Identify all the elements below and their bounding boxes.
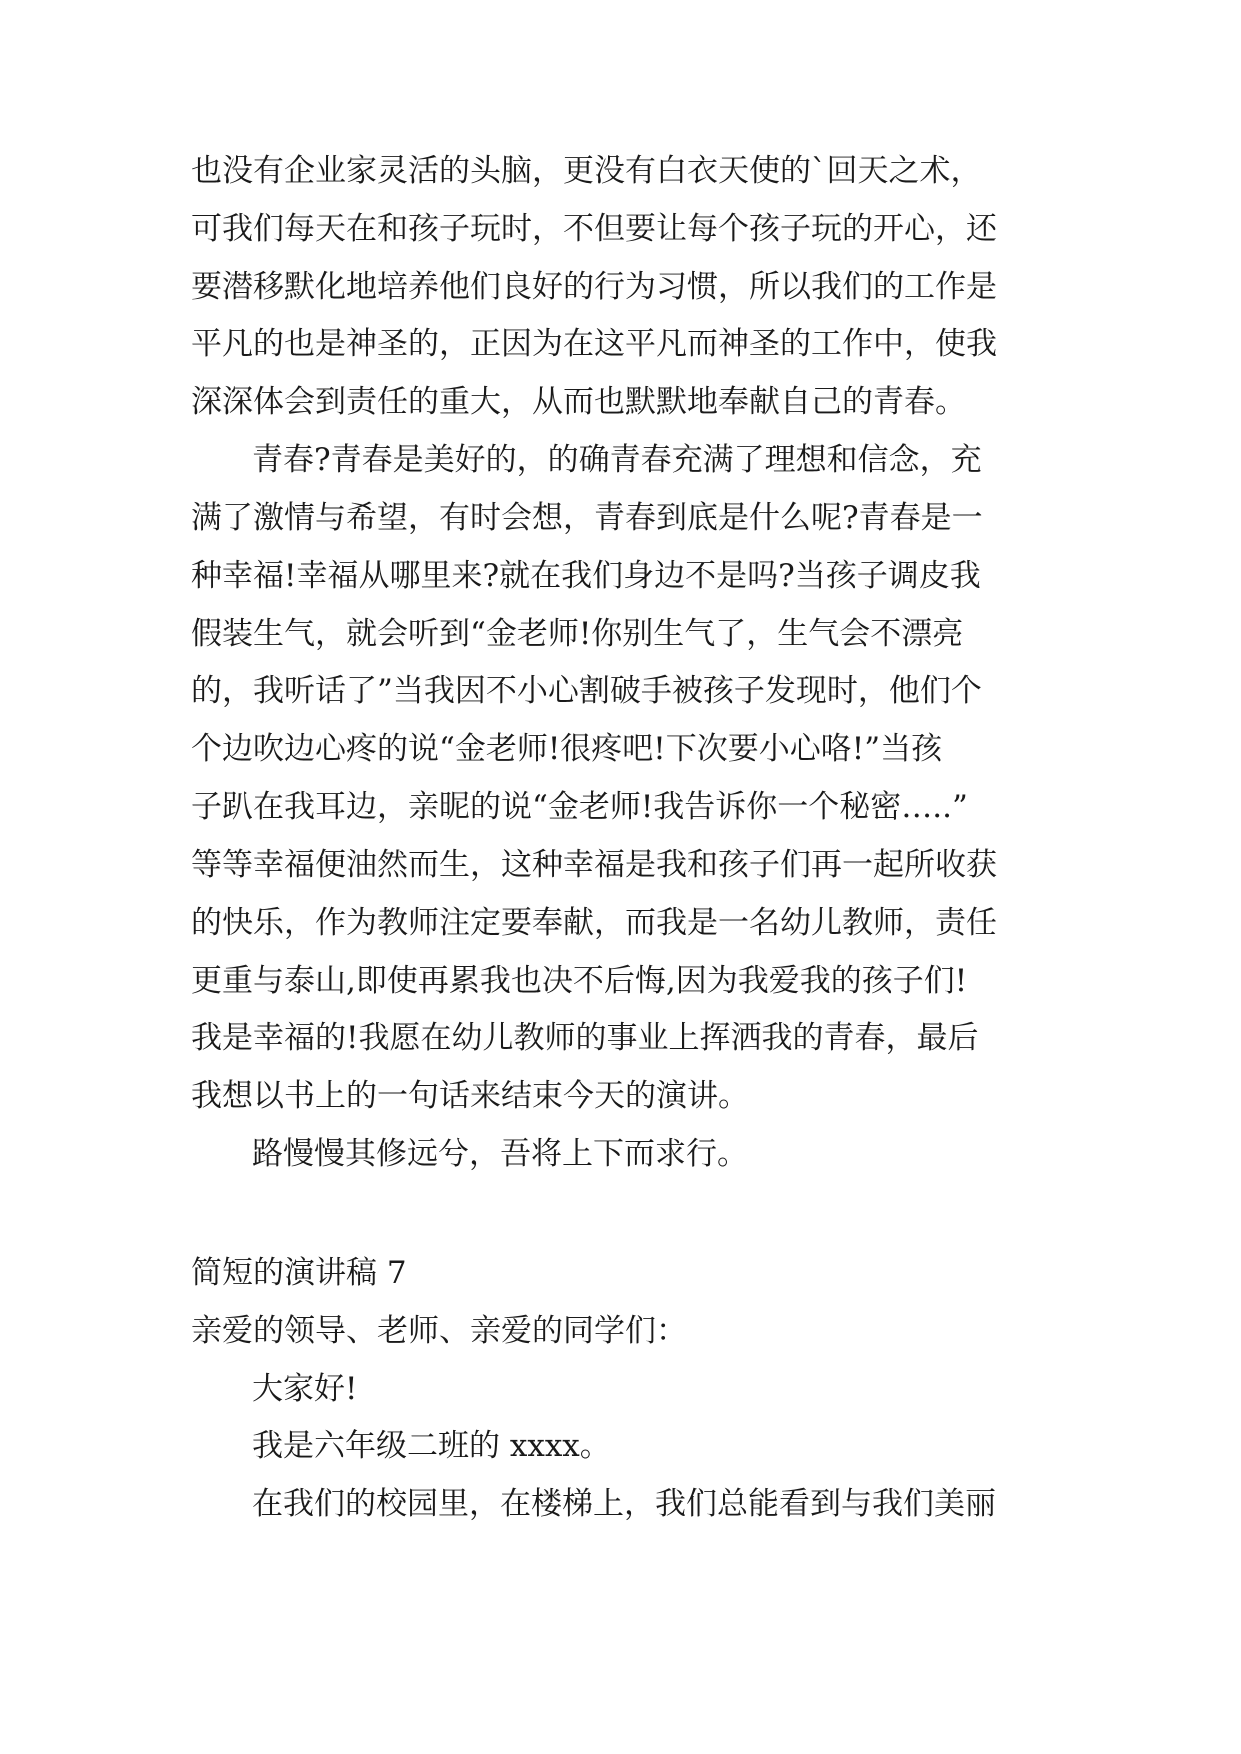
text-line: 可我们每天在和孩子玩时，不但要让每个孩子玩的开心，还 (191, 211, 997, 247)
text-line: 深深体会到责任的重大，从而也默默地奉献自己的青春。 (191, 384, 966, 420)
greeting: 大家好! (252, 1371, 358, 1407)
text-line: 我想以书上的一句话来结束今天的演讲。 (191, 1078, 749, 1114)
salutation: 亲爱的领导、老师、亲爱的同学们： (191, 1313, 687, 1349)
paragraph-first-line: 路慢慢其修远兮，吾将上下而求行。 (252, 1136, 748, 1172)
text-line: 平凡的也是神圣的，正因为在这平凡而神圣的工作中，使我 (191, 326, 997, 362)
text-line: 满了激情与希望，有时会想，青春到底是什么呢?青春是一 (191, 500, 983, 536)
paragraph-first-line: 在我们的校园里，在楼梯上，我们总能看到与我们美丽 (252, 1486, 996, 1522)
text-line: 的，我听话了”当我因不小心割破手被孩子发现时，他们个 (191, 673, 982, 709)
paragraph-first-line: 青春?青春是美好的，的确青春充满了理想和信念，充 (252, 442, 982, 478)
self-introduction: 我是六年级二班的 xxxx。 (252, 1428, 611, 1464)
text-line: 我是幸福的!我愿在幼儿教师的事业上挥洒我的青春，最后 (191, 1020, 979, 1056)
text-line: 假装生气，就会听到“金老师!你别生气了，生气会不漂亮 (191, 616, 964, 652)
text-line: 等等幸福便油然而生，这种幸福是我和孩子们再一起所收获 (191, 847, 997, 883)
text-line: 要潜移默化地培养他们良好的行为习惯，所以我们的工作是 (191, 269, 997, 305)
text-line: 也没有企业家灵活的头脑，更没有白衣天使的`回天之术， (191, 153, 982, 189)
text-line: 子趴在我耳边，亲昵的说“金老师!我告诉你一个秘密…..” (191, 789, 968, 825)
text-line: 的快乐，作为教师注定要奉献，而我是一名幼儿教师，责任 (191, 905, 997, 941)
text-line: 个边吹边心疼的说“金老师!很疼吧!下次要小心咯!”当孩 (191, 731, 943, 767)
section-heading: 简短的演讲稿 7 (191, 1255, 407, 1291)
text-line: 更重与泰山,即使再累我也决不后悔,因为我爱我的孩子们! (191, 963, 968, 999)
text-line: 种幸福!幸福从哪里来?就在我们身边不是吗?当孩子调皮我 (191, 558, 981, 594)
